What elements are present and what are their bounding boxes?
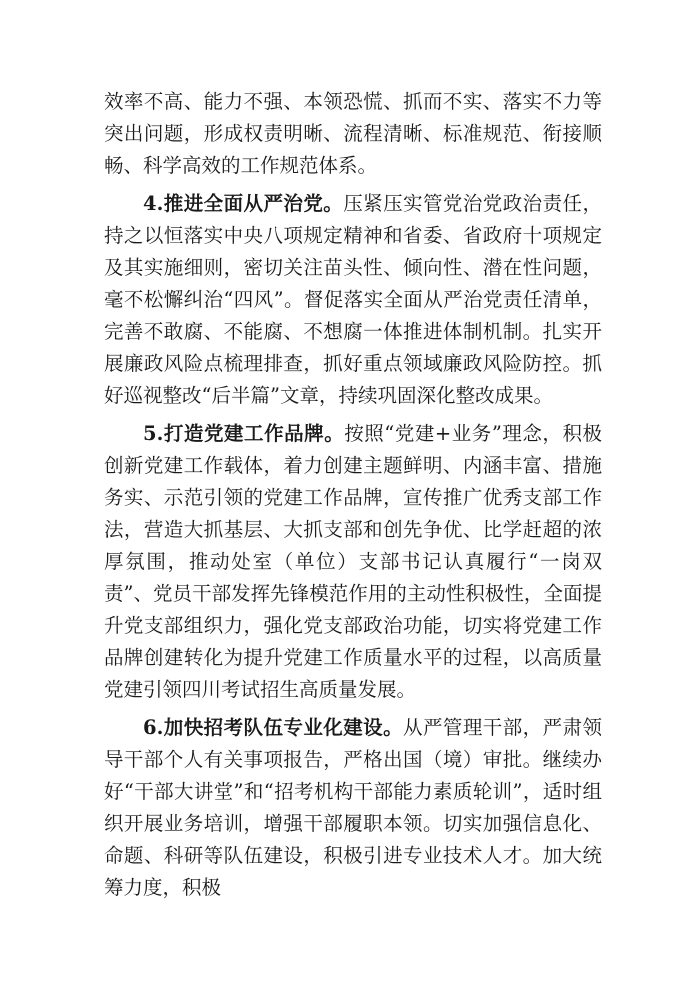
paragraph-4 [104,188,602,412]
paragraph-heading: 6.加快招考队伍专业化建设。 [143,716,404,739]
paragraph-body: 效率不高、能力不强、本领恐慌、抓而不实、落实不力等突出问题，形成权责明晰、流程清晰、标准规范、衔接顺畅、科学高效的工作规范体系。 [104,90,602,177]
paragraph-6 [104,712,602,904]
paragraph-heading: 4.推进全面从严治党。 [143,192,344,215]
paragraph-5 [104,418,602,706]
document-body [104,86,602,910]
paragraph-body: 压紧压实管党治党政治责任，持之以恒落实中央八项规定精神和省委、省政府十项规定及其实施细则，密切关注苗头性、倾向性、潜在性问题，毫不松懈纠治“四风”。督促落实全面从严治党责任清单，完善不敢腐、不能腐、不想腐一体推进体制机制。扎实开展廉政风险点梳理排查，抓好重点领域廉政风险防控。抓好巡视整改“后半篇”文章，持续巩固深化整改成果。 [104,192,602,407]
paragraph-body: 按照“党建+业务”理念，积极创新党建工作载体，着力创建主题鲜明、内涵丰富、措施务实、示范引领的党建工作品牌，宣传推广优秀支部工作法，营造大抓基层、大抓支部和创先争优、比学赶超的浓厚氛围，推动处室（单位）支部书记认真履行“一岗双责”、党员干部发挥先锋模范作用的主动性积极性，全面提升党支部组织力，强化党支部政治功能，切实将党建工作品牌创建转化为提升党建工作质量水平的过程，以高质量党建引领四川考试招生高质量发展。 [104,422,602,701]
paragraph-heading: 5.打造党建工作品牌。 [143,422,345,445]
paragraph-body: 从严管理干部，严肃领导干部个人有关事项报告，严格出国（境）审批。继续办好“干部大讲堂”和“招考机构干部能力素质轮训”，适时组织开展业务培训，增强干部履职本领。切实加强信息化、命题、科研等队伍建设，积极引进专业技术人才。加大统筹力度，积极 [104,716,602,899]
paragraph-continued [104,86,602,182]
